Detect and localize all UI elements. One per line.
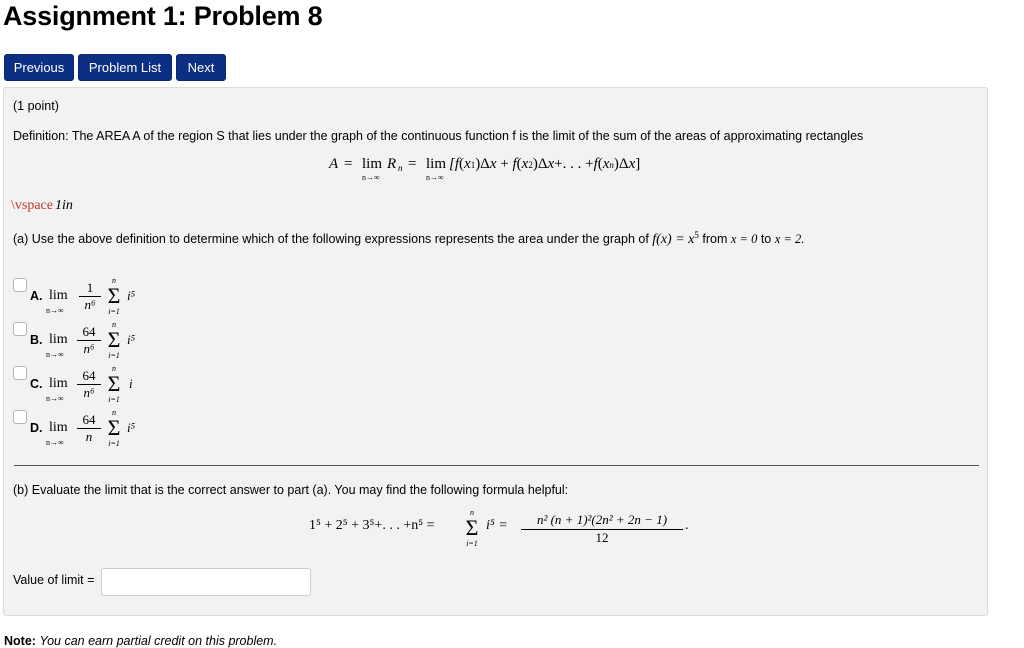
choice-b-lim: lim <box>49 332 68 347</box>
part-a-x0: x = 0 <box>730 232 758 247</box>
sum-formula-term: i⁵ = <box>486 518 508 533</box>
footer-note <box>4 634 277 648</box>
definition-text: Definition: The AREA A of the region S that lies under the graph of the continuous function f is the limit of the sum of the areas of approximating rectangles <box>13 129 864 143</box>
choice-b-sum-top: n <box>112 320 116 329</box>
part-a-exp: 5 <box>694 230 699 240</box>
sum-formula-lhs: 1⁵ + 2⁵ + 3⁵+. . . +n⁵ = <box>309 518 435 533</box>
part-a-to: to <box>760 232 772 247</box>
points-text: (1 point) <box>13 99 59 113</box>
choice-c-label: C. <box>30 377 43 391</box>
divider <box>14 465 979 466</box>
sum-formula-num: n² (n + 1)²(2n² + 2n − 1) <box>521 512 683 530</box>
note-bold: Note: <box>4 634 36 648</box>
problem-panel <box>3 87 988 616</box>
vspace-text <box>11 196 73 214</box>
choice-c-sum-bot: i=1 <box>108 395 120 404</box>
sigma-icon: Σ <box>107 327 121 352</box>
limit-subscript: n→∞ <box>362 173 380 182</box>
choice-d-label: D. <box>30 421 43 435</box>
value-label: Value of limit = <box>13 573 95 587</box>
choice-a-checkbox[interactable] <box>13 278 27 292</box>
sum-formula: 1⁵ + 2⁵ + 3⁵+. . . +n⁵ = n Σ i=1 i⁵ = $\frac{\text{n² (n + 1)²(2n² + 2n − 1)}}{12}$ . <box>309 508 689 548</box>
choice-c-lim: lim <box>49 376 68 391</box>
choice-c-den: n⁶ <box>83 385 95 400</box>
choice-d-checkbox[interactable] <box>13 410 27 424</box>
choice-a-sum-top: n <box>112 276 116 285</box>
choice-c: C. lim n→∞ $\frac{64}{\text{n⁶}}$ n Σ i=1 i <box>13 366 213 406</box>
sum-formula-bot: i=1 <box>466 539 478 548</box>
choice-d-sum-top: n <box>112 408 116 417</box>
choice-b-sum-bot: i=1 <box>108 351 120 360</box>
sigma-icon: Σ <box>465 515 479 540</box>
choice-d-sum-bot: i=1 <box>108 439 120 448</box>
choice-b: B. lim n→∞ $\frac{64}{\text{n⁶}}$ n Σ i=1 i⁵ <box>13 322 213 362</box>
choice-d-term: i⁵ <box>127 420 136 435</box>
choice-c-term: i <box>129 376 133 391</box>
vspace-cmd: \vspace <box>11 198 53 213</box>
choice-c-checkbox[interactable] <box>13 366 27 380</box>
choice-c-num: 64 <box>77 368 101 385</box>
choice-a-num: 1 <box>79 280 101 297</box>
choice-a-lim: lim <box>49 288 68 303</box>
choice-b-num: 64 <box>77 324 101 341</box>
choice-a-label: A. <box>30 289 43 303</box>
choice-a-den: n⁶ <box>84 297 96 312</box>
choice-b-den: n⁶ <box>83 341 95 356</box>
formula-n: n <box>398 163 403 173</box>
sigma-icon: Σ <box>107 371 121 396</box>
choice-b-term: i⁵ <box>127 332 136 347</box>
choice-a-sum-bot: i=1 <box>108 307 120 316</box>
choice-d-num: 64 <box>77 412 101 429</box>
part-a-prefix: (a) Use the above definition to determine which of the following expressions represents the area under the graph of <box>13 232 649 247</box>
next-button[interactable]: Next <box>176 54 226 81</box>
choice-d: D. lim n→∞ $\frac{64}{n}$ n Σ i=1 i⁵ <box>13 410 213 450</box>
part-b-text: (b) Evaluate the limit that is the correct answer to part (a). You may find the following formula helpful: <box>13 483 569 497</box>
page-title: Assignment 1: Problem 8 <box>3 1 323 31</box>
area-formula: A = lim n→∞ R n = lim n→∞ [f(x1)Δx + f(x2)Δx+. . . +f(xn)Δx] <box>329 156 641 182</box>
choice-b-checkbox[interactable] <box>13 322 27 336</box>
sum-formula-top: n <box>470 508 474 517</box>
choice-d-lim: lim <box>49 420 68 435</box>
choice-a: A. lim n→∞ $\frac{1}{\text{n⁶}}$ n Σ i=1 i⁵ <box>13 278 213 318</box>
sigma-icon: Σ <box>107 415 121 440</box>
problem-list-button[interactable]: Problem List <box>78 54 172 81</box>
note-text: You can earn partial credit on this problem. <box>39 634 278 648</box>
vspace-val: 1in <box>54 198 73 213</box>
choice-a-term: i⁵ <box>127 288 136 303</box>
value-input[interactable] <box>101 568 311 596</box>
sum-formula-den: 12 <box>595 530 609 545</box>
choice-b-label: B. <box>30 333 43 347</box>
choice-c-sum-top: n <box>112 364 116 373</box>
part-a-x2: x = 2. <box>774 232 805 247</box>
part-a-from: from <box>702 232 728 247</box>
part-a-fx: f(x) = x <box>652 232 695 248</box>
part-a-text <box>13 230 804 248</box>
choice-d-den: n <box>85 429 93 444</box>
previous-button[interactable]: Previous <box>4 54 74 81</box>
sigma-icon: Σ <box>107 283 121 308</box>
